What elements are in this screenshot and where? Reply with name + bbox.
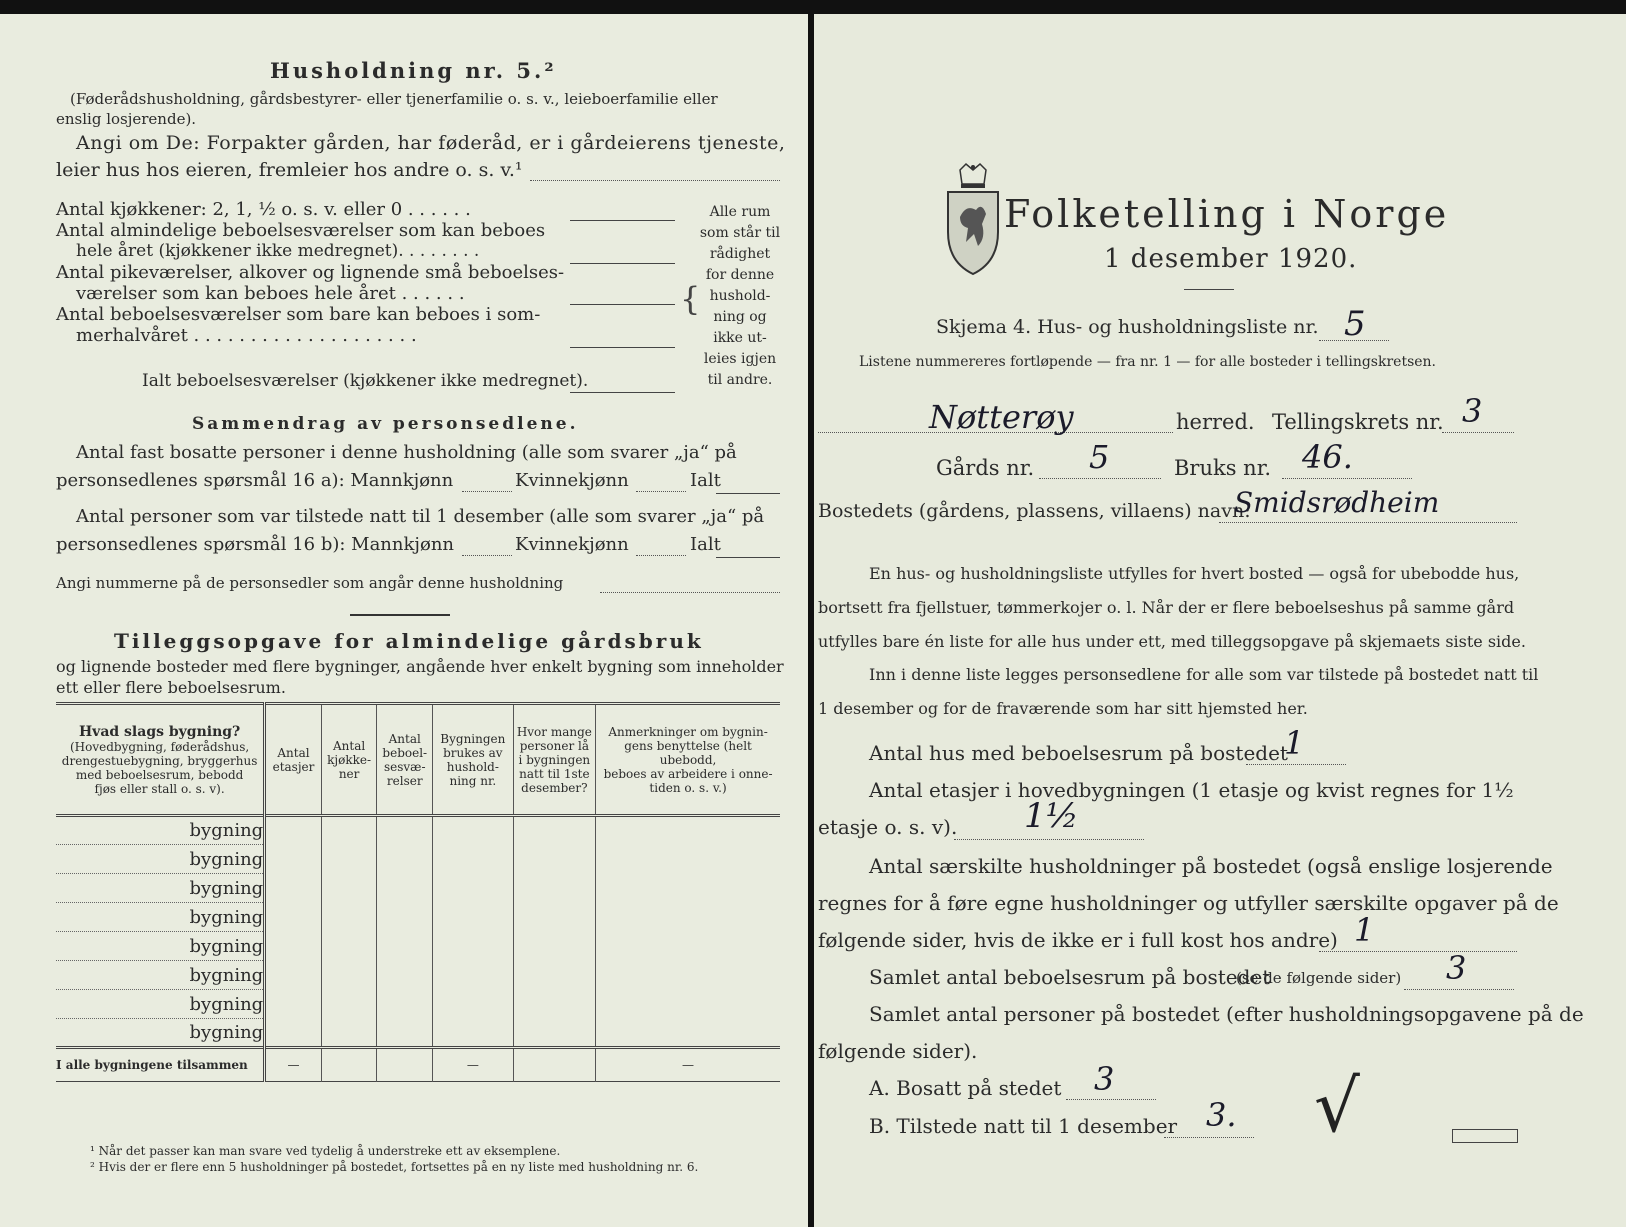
header-line: sesvæ- bbox=[383, 759, 426, 774]
footnote-2: ² Hvis der er flere enn 5 husholdninger på bostedet, fortsettes på en ny liste med husholdning nr. 6. bbox=[90, 1160, 699, 1174]
col-floors bbox=[265, 704, 322, 816]
header-line: drengestuebygning, bryggerhus bbox=[61, 753, 258, 768]
answer-line bbox=[600, 592, 780, 593]
summary-line-5: Angi nummerne på de personsedler som angår denne husholdning bbox=[56, 574, 564, 592]
table-cell bbox=[433, 845, 514, 874]
table-cell bbox=[596, 816, 780, 845]
header-line: hushold- bbox=[446, 759, 499, 774]
q-resident-label: A. Bosatt på stedet bbox=[869, 1076, 1062, 1100]
building-type-cell: bygning bbox=[56, 903, 265, 932]
table-cell bbox=[513, 1019, 596, 1048]
check-mark-icon: √ bbox=[1314, 1064, 1360, 1148]
side-note-line: Alle rum bbox=[709, 204, 771, 220]
instruction-4: Inn i denne liste legges personsedlene for alle som var tilstede på bostedet natt til bbox=[869, 665, 1539, 684]
table-cell bbox=[321, 932, 377, 961]
gards-value: 5 bbox=[1089, 438, 1110, 476]
table-cell bbox=[513, 874, 596, 903]
side-note bbox=[695, 202, 785, 391]
table-cell bbox=[321, 903, 377, 932]
table-cell bbox=[377, 1019, 433, 1048]
header-line: brukes av bbox=[443, 745, 503, 760]
answer-line bbox=[462, 491, 512, 492]
answer-line bbox=[1039, 478, 1161, 479]
extra-line-1: og lignende bosteder med flere bygninger, angående hver enkelt bygning som inneholder bbox=[56, 657, 784, 676]
answer-line bbox=[1066, 1099, 1156, 1100]
total-floors: — bbox=[265, 1048, 322, 1082]
table-total-row bbox=[56, 1048, 780, 1082]
q-floors-value: 1½ bbox=[1024, 796, 1079, 836]
total-household: — bbox=[433, 1048, 514, 1082]
table-row bbox=[56, 961, 780, 990]
title-divider bbox=[1184, 289, 1234, 290]
krets-label: Tellingskrets nr. bbox=[1272, 410, 1444, 434]
building-type-cell: bygning bbox=[56, 845, 265, 874]
table-cell bbox=[596, 990, 780, 1019]
header-line: natt til 1ste bbox=[519, 766, 590, 781]
q-rooms-value: 3 bbox=[1446, 949, 1467, 987]
table-cell bbox=[321, 990, 377, 1019]
herred-label: herred. bbox=[1176, 410, 1255, 434]
answer-line bbox=[954, 839, 1144, 840]
answer-line bbox=[1219, 522, 1517, 523]
herred-value: Nøtterøy bbox=[929, 398, 1074, 436]
rooms-answer-line bbox=[570, 304, 675, 305]
household-subtitle-1: (Føderådshusholdning, gårdsbestyrer- eller tjenerfamilie o. s. v., leieboerfamilie eller bbox=[70, 90, 718, 108]
table-cell bbox=[433, 932, 514, 961]
header-line: fjøs eller stall o. s. v). bbox=[94, 781, 225, 796]
bosted-label: Bostedets (gårdens, plassens, villaens) navn: bbox=[818, 500, 1251, 522]
rooms-total-line bbox=[570, 392, 675, 393]
footnote-1: ¹ Når det passer kan man svare ved tydelig å understreke ett av eksemplene. bbox=[90, 1144, 561, 1158]
table-row bbox=[56, 1019, 780, 1048]
instruction-5: 1 desember og for de fraværende som har sitt hjemsted her. bbox=[818, 699, 1308, 718]
header-line: Hvor mange bbox=[516, 724, 592, 739]
building-type-cell: bygning bbox=[56, 1019, 265, 1048]
table-cell bbox=[433, 961, 514, 990]
side-note-line: hushold- bbox=[709, 288, 771, 304]
table-cell bbox=[433, 874, 514, 903]
total-row-label: I alle bygningene tilsammen bbox=[56, 1058, 248, 1072]
table-cell bbox=[513, 932, 596, 961]
question-1-line-2: leier hus hos eieren, fremleier hos andre o. s. v.¹ bbox=[56, 159, 523, 181]
right-page bbox=[814, 14, 1626, 1227]
bruks-value: 46. bbox=[1302, 438, 1353, 476]
side-note-line: for denne bbox=[705, 267, 775, 283]
instruction-3: utfylles bare én liste for alle hus under ett, med tilleggsopgave på skjemaets siste side. bbox=[818, 632, 1526, 651]
table-cell bbox=[377, 961, 433, 990]
table-cell bbox=[433, 1019, 514, 1048]
header-line: Anmerkninger om bygnin- bbox=[608, 724, 768, 739]
total-remarks: — bbox=[596, 1048, 780, 1082]
answer-line bbox=[1404, 989, 1514, 990]
side-note-line: ning og bbox=[713, 309, 767, 325]
table-cell bbox=[321, 961, 377, 990]
table-cell bbox=[596, 932, 780, 961]
header-line: Antal bbox=[277, 745, 310, 760]
table-cell bbox=[433, 816, 514, 845]
header-line: ning nr. bbox=[449, 773, 497, 788]
table-cell bbox=[265, 816, 322, 845]
col-kitchens bbox=[321, 704, 377, 816]
side-note-line: ikke ut- bbox=[713, 330, 767, 346]
question-1-line-1: Angi om De: Forpakter gården, har føderåd, er i gårdeierens tjeneste, bbox=[76, 132, 786, 154]
table-cell bbox=[321, 1019, 377, 1048]
census-date: 1 desember 1920. bbox=[1104, 244, 1358, 274]
rooms-maid-2: værelser som kan beboes hele året . . . . . . bbox=[76, 283, 465, 304]
col-remarks bbox=[596, 704, 780, 816]
table-cell bbox=[377, 903, 433, 932]
col-rooms bbox=[377, 704, 433, 816]
q-households-3: følgende sider, hvis de ikke er i full kost hos andre) bbox=[818, 928, 1338, 952]
table-cell bbox=[596, 961, 780, 990]
table-cell bbox=[433, 903, 514, 932]
instruction-1: En hus- og husholdningsliste utfylles for hvert bosted — også for ubebodde hus, bbox=[869, 564, 1520, 583]
table-cell bbox=[513, 845, 596, 874]
side-note-line: til andre. bbox=[707, 372, 773, 388]
table-row bbox=[56, 816, 780, 845]
q-households-value: 1 bbox=[1354, 911, 1375, 949]
table-cell bbox=[377, 816, 433, 845]
rooms-ordinary-1: Antal almindelige beboelsesværelser som kan beboes bbox=[56, 220, 546, 241]
printer-stamp bbox=[1452, 1129, 1518, 1143]
side-note-line: som står til bbox=[699, 225, 781, 241]
summary-title: Sammendrag av personsedlene. bbox=[192, 414, 579, 434]
table-cell bbox=[513, 816, 596, 845]
left-page bbox=[0, 14, 808, 1227]
table-cell bbox=[513, 961, 596, 990]
question-1-answer-line bbox=[530, 180, 780, 181]
table-cell bbox=[433, 990, 514, 1019]
table-cell bbox=[265, 932, 322, 961]
table-cell bbox=[596, 903, 780, 932]
answer-line bbox=[636, 491, 686, 492]
buildings-table bbox=[56, 702, 780, 1082]
answer-line bbox=[636, 555, 686, 556]
building-type-cell: bygning bbox=[56, 874, 265, 903]
q-resident-value: 3 bbox=[1094, 1060, 1115, 1098]
q-present-label: B. Tilstede natt til 1 desember bbox=[869, 1114, 1178, 1138]
answer-line bbox=[462, 555, 512, 556]
instruction-2: bortsett fra fjellstuer, tømmerkojer o. l. Når der er flere beboelseshus på samme gård bbox=[818, 598, 1515, 617]
table-cell bbox=[265, 1019, 322, 1048]
table-cell bbox=[321, 816, 377, 845]
rooms-summer-2: merhalvåret . . . . . . . . . . . . . . . . . . . . bbox=[76, 325, 417, 346]
header-line: Bygningen bbox=[440, 731, 506, 746]
header-line: etasjer bbox=[272, 759, 315, 774]
extra-title: Tilleggsopgave for almindelige gårdsbruk bbox=[114, 629, 704, 653]
q-houses: Antal hus med beboelsesrum på bostedet bbox=[869, 741, 1288, 765]
header-line: gens benyttelse (helt ubebodd, bbox=[624, 738, 752, 767]
extra-line-2: ett eller flere beboelsesrum. bbox=[56, 678, 286, 697]
answer-line bbox=[716, 493, 780, 494]
answer-line bbox=[1164, 1137, 1254, 1138]
header-line: Antal bbox=[332, 738, 366, 753]
table-cell bbox=[377, 845, 433, 874]
answer-line bbox=[1246, 764, 1346, 765]
schema-line: Skjema 4. Hus- og husholdningsliste nr. bbox=[936, 316, 1319, 338]
table-cell bbox=[596, 874, 780, 903]
col-building-type bbox=[56, 704, 265, 816]
q-present-value: 3. bbox=[1206, 1096, 1237, 1134]
q-rooms: Samlet antal beboelsesrum på bostedet bbox=[869, 965, 1271, 989]
table-row bbox=[56, 845, 780, 874]
rooms-ordinary-2: hele året (kjøkkener ikke medregnet). . . . . . . . bbox=[76, 241, 480, 261]
rooms-kitchens: Antal kjøkkener: 2, 1, ½ o. s. v. eller 0 . . . . . . bbox=[56, 199, 471, 220]
ialt-label: Ialt bbox=[690, 534, 721, 555]
building-type-cell: bygning bbox=[56, 816, 265, 845]
header-line: Antal bbox=[388, 731, 421, 746]
header-line: ner bbox=[338, 766, 360, 781]
header-line: (Hovedbygning, føderådshus, bbox=[69, 739, 250, 754]
table-cell bbox=[596, 1019, 780, 1048]
table-cell bbox=[513, 903, 596, 932]
table-body bbox=[56, 816, 780, 1048]
krets-value: 3 bbox=[1462, 392, 1483, 430]
total-persons bbox=[513, 1048, 596, 1082]
answer-line bbox=[1282, 478, 1412, 479]
table-cell bbox=[321, 845, 377, 874]
brace: { bbox=[680, 280, 701, 318]
list-note: Listene nummereres fortløpende — fra nr. 1 — for alle bosteder i tellingskretsen. bbox=[859, 354, 1437, 370]
header-line: i bygningen bbox=[518, 752, 591, 767]
census-title: Folketelling i Norge bbox=[1004, 192, 1450, 236]
total-rooms bbox=[377, 1048, 433, 1082]
table-cell bbox=[265, 845, 322, 874]
q-houses-value: 1 bbox=[1284, 724, 1305, 762]
answer-line bbox=[1319, 951, 1517, 952]
gards-label: Gårds nr. bbox=[936, 456, 1035, 480]
summary-line-1: Antal fast bosatte personer i denne husholdning (alle som svarer „ja“ på bbox=[76, 442, 737, 463]
total-kitchens bbox=[321, 1048, 377, 1082]
table-cell bbox=[377, 990, 433, 1019]
kvinne-label: Kvinnekjønn bbox=[515, 534, 629, 555]
table-cell bbox=[596, 845, 780, 874]
q-households-2: regnes for å føre egne husholdninger og utfyller særskilte opgaver på de bbox=[818, 891, 1559, 915]
header-line: med beboelsesrum, bebodd bbox=[75, 767, 244, 782]
side-note-line: leies igjen bbox=[703, 351, 777, 367]
col-building-title: Hvad slags bygning? bbox=[78, 723, 241, 740]
building-type-cell: bygning bbox=[56, 961, 265, 990]
summary-line-3: Antal personer som var tilstede natt til 1 desember (alle som svarer „ja“ på bbox=[76, 506, 765, 527]
table-row bbox=[56, 903, 780, 932]
header-line: beboes av arbeidere i onne- bbox=[603, 766, 773, 781]
col-household bbox=[433, 704, 514, 816]
header-line: tiden o. s. v.) bbox=[649, 780, 727, 795]
q-persons-1: Samlet antal personer på bostedet (efter husholdningsopgavene på de bbox=[869, 1002, 1584, 1026]
q-persons-2: følgende sider). bbox=[818, 1039, 978, 1063]
answer-line bbox=[716, 557, 780, 558]
q-households-1: Antal særskilte husholdninger på bostedet (også enslige losjerende bbox=[869, 854, 1553, 878]
rooms-answer-line bbox=[570, 263, 675, 264]
q-floors-2: etasje o. s. v). bbox=[818, 815, 958, 839]
household-title: Husholdning nr. 5.² bbox=[270, 58, 557, 83]
bosted-value: Smidsrødheim bbox=[1234, 486, 1440, 519]
header-line: personer lå bbox=[519, 738, 589, 753]
summary-line-2: personsedlenes spørsmål 16 a): Mannkjønn bbox=[56, 470, 454, 491]
table-cell bbox=[265, 961, 322, 990]
header-line: desember? bbox=[521, 780, 588, 795]
ialt-label: Ialt bbox=[690, 470, 721, 491]
divider bbox=[350, 614, 450, 616]
building-type-cell: bygning bbox=[56, 990, 265, 1019]
summary-line-4: personsedlenes spørsmål 16 b): Mannkjønn bbox=[56, 534, 455, 555]
bruks-label: Bruks nr. bbox=[1174, 456, 1272, 480]
table-cell bbox=[265, 903, 322, 932]
table-cell bbox=[513, 990, 596, 1019]
table-cell bbox=[321, 874, 377, 903]
coat-of-arms-icon bbox=[942, 162, 1004, 280]
table-cell bbox=[377, 874, 433, 903]
table-cell bbox=[377, 932, 433, 961]
header-line: relser bbox=[386, 773, 423, 788]
kvinne-label: Kvinnekjønn bbox=[515, 470, 629, 491]
rooms-answer-line bbox=[570, 220, 675, 221]
table-row bbox=[56, 874, 780, 903]
header-line: beboel- bbox=[382, 745, 428, 760]
table-row bbox=[56, 932, 780, 961]
q-rooms-note: (se de følgende sider) bbox=[1236, 969, 1402, 987]
q-floors-1: Antal etasjer i hovedbygningen (1 etasje og kvist regnes for 1½ bbox=[869, 778, 1514, 802]
table-cell bbox=[265, 990, 322, 1019]
side-note-line: rådighet bbox=[709, 246, 771, 262]
col-persons bbox=[513, 704, 596, 816]
rooms-summer-1: Antal beboelsesværelser som bare kan beboes i som- bbox=[56, 304, 541, 325]
rooms-maid-1: Antal pikeværelser, alkover og lignende små beboelses- bbox=[56, 262, 565, 283]
schema-number: 5 bbox=[1344, 304, 1366, 344]
table-row bbox=[56, 990, 780, 1019]
header-line: kjøkke- bbox=[327, 752, 372, 767]
building-type-cell: bygning bbox=[56, 932, 265, 961]
rooms-total: Ialt beboelsesværelser (kjøkkener ikke medregnet). bbox=[142, 371, 589, 391]
table-cell bbox=[265, 874, 322, 903]
rooms-answer-line bbox=[570, 347, 675, 348]
household-subtitle-2: enslig losjerende). bbox=[56, 110, 197, 128]
table-header-row bbox=[56, 704, 780, 816]
answer-line bbox=[1442, 432, 1514, 433]
